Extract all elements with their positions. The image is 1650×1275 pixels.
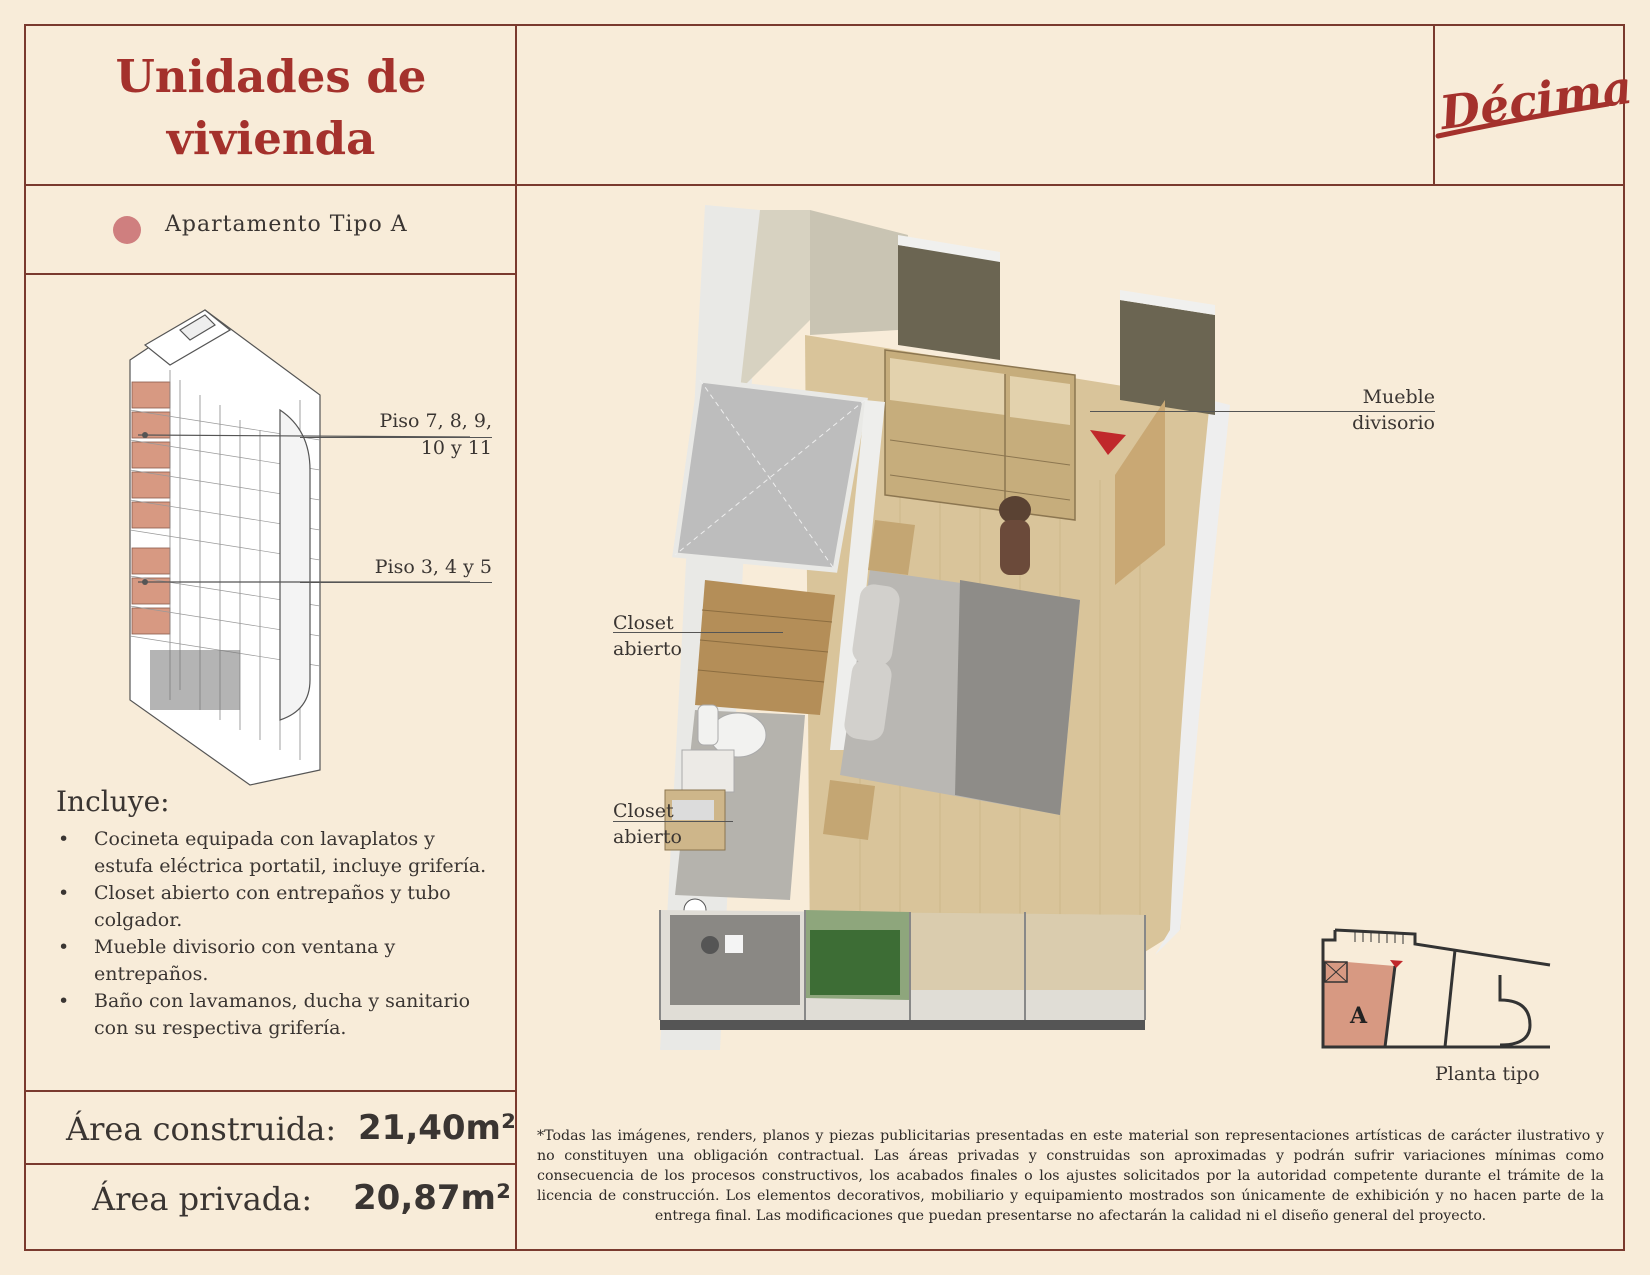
unit-divider [24,273,516,275]
closet-abierto-label-1 [613,610,682,662]
key-plan-unit-letter: A [1350,1003,1368,1029]
callout-lower-text: Piso 3, 4 y 5 [374,556,492,578]
built-area-label: Área construida: [66,1110,337,1148]
key-plan [1315,920,1555,1050]
list-item: • Cocineta equipada con lavaplatos y estufa eléctrica portatil, incluye grifería. [56,826,496,880]
list-item: • Mueble divisorio con ventana y entrepaños. [56,934,496,988]
decima-logo [1432,59,1636,150]
closet2-label-line2: abierto [613,826,682,848]
closet-abierto-label-2 [613,798,682,850]
mueble-divisorio-label [1343,384,1435,436]
apartment-floor-plan-render [660,190,1260,1085]
area-divider-top [24,1090,516,1092]
key-plan-label: Planta tipo [1435,1063,1540,1085]
title-line-1: Unidades de [115,50,427,103]
area-divider-mid [24,1163,516,1165]
closet1-label-line1: Closet [613,612,674,634]
private-area-value: 20,87m² [353,1178,511,1218]
list-item: • Baño con lavamanos, ducha y sanitario con su respectiva grifería. [56,988,496,1042]
closet2-label-line1: Closet [613,800,674,822]
legal-disclaimer: *Todas las imágenes, renders, planos y piezas publicitarias presentadas en este material son representaciones artísticas de carácter ilustrativo y no constituyen una obligación contractual. Las áreas privadas y construidas son aproximadas y podrán sufrir variaciones mínimas como consecuencia de los procesos constructivos, los acabados finales o los ajustes solicitados por la autoridad competente durante el trámite de la licencia de construcción. Los elementos decorativos, mobiliario y equipamiento mostrados son únicamente de exhibición y no hacen parte de la entrega final. Las modificaciones que puedan presentarse no afectarán la calidad ni el diseño general del proyecto. [537,1128,1604,1224]
title-line-2: vivienda [166,112,376,165]
unit-label: Apartamento Tipo A [165,212,408,237]
closet1-label-line2: abierto [613,638,682,660]
callout-line-lower [300,582,492,583]
includes-title: Incluye: [56,785,170,818]
callout-lower-floors [300,554,492,581]
callout-upper-floors [300,410,492,462]
mueble-label-line1: Mueble [1362,386,1435,408]
mueble-label-line2: divisorio [1352,412,1435,434]
header-divider [24,184,1625,186]
callout-upper-line2: 10 y 11 [420,437,492,459]
building-axonometric [120,300,335,790]
built-area-value: 21,40m² [358,1108,516,1148]
includes-list [56,826,496,1042]
list-item: • Closet abierto con entrepaños y tubo colgador. [56,880,496,934]
unit-color-dot [113,216,141,244]
callout-upper-line1: Piso 7, 8, 9, [379,410,492,432]
svg-text:Décima: Décima [1436,59,1636,141]
private-area-label: Área privada: [92,1180,313,1218]
page-title [26,46,516,170]
column-divider [515,24,517,1251]
